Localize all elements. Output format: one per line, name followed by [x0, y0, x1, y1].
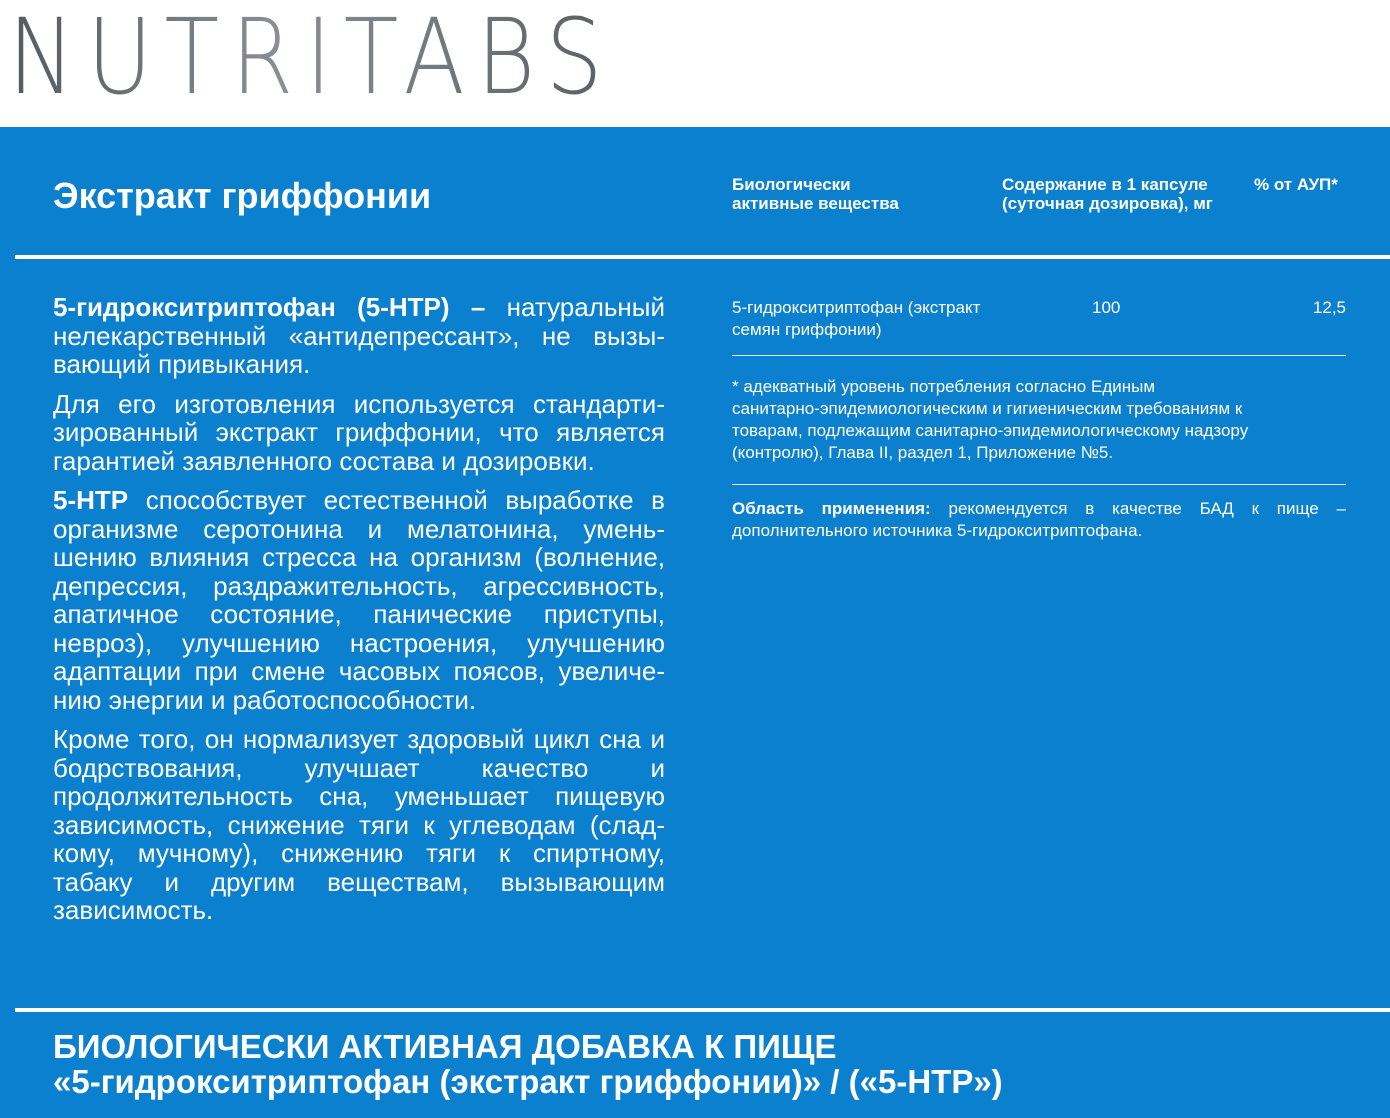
footnote-line-1: * адекватный уровень потребления согласно Единым [732, 377, 1156, 396]
table-cell-content: 100 [1092, 298, 1121, 317]
table-cell-percent: 12,5 [1312, 298, 1346, 317]
table-cell-substance-line1: 5-гидрокситриптофан (экстракт [732, 298, 981, 317]
table-cell-substance-line2: семян гриффонии) [732, 320, 882, 339]
usage-note [732, 498, 1346, 542]
description-paragraph-1 [53, 293, 665, 379]
footer-line-1: БИОЛОГИЧЕСКИ АКТИВНАЯ ДОБАВКА К ПИЩЕ [53, 1028, 837, 1065]
description-paragraph-3 [53, 486, 665, 714]
table-header-substances-line1: Биологически [732, 175, 851, 194]
usage-label: Область применения: [732, 499, 931, 518]
description-paragraph-2: Для его изготовления используется стандартизированный экстракт гриффонии, что является гарантией заявленного состава и дозировки. [53, 388, 665, 476]
footer-title [53, 1029, 1003, 1099]
header-divider [15, 255, 1390, 259]
footnote-line-3: товарам, подлежащим санитарно-эпидемиологическому надзору [732, 421, 1249, 440]
table-header-content [1002, 175, 1213, 213]
footer-divider [15, 1008, 1390, 1012]
label-panel [0, 127, 1390, 1118]
brand-logo: NUTRITABS [8, 0, 615, 118]
table-header-percent: % от АУП* [1254, 175, 1338, 194]
description-paragraph-4: Кроме того, он нормализует здоровый цикл сна и бодрствования, улучшает качество и продолжительность сна, уменьшает пищевую зависимость, снижение тяги к углеводам (сладкому, мучному), снижению тяги к спиртному, табаку и другим веществам, вызывающим зависимость. [53, 724, 665, 925]
product-title: Экстракт гриффонии [53, 175, 432, 216]
table-row-substance [732, 297, 1032, 341]
header [0, 0, 1390, 127]
table-header-substances-line2: активные вещества [732, 194, 899, 213]
footnote-line-4: (контролю), Глава II, раздел 1, Приложение №5. [732, 443, 1114, 462]
footnote-line-2: санитарно-эпидемиологическим и гигиеническим требованиям к [732, 399, 1243, 418]
footer-line-2: «5-гидрокситриптофан (экстракт гриффонии)» / («5-HTP») [53, 1063, 1003, 1100]
description-p3-text: способствует естественной выработке в организме серотонина и мелатонина, уменьшению влияния стресса на организм (волнение, депрессия, раздражительность, агрессивность, апатичное состояние, панические приступы, невроз), улучшению настроения, улучшению адаптации при смене часовых поясов, увеличению энергии и работоспособности. [53, 485, 665, 715]
description-p1-bold: 5-гидрокситриптофан (5-HTP) – [53, 292, 486, 322]
footnote-divider [732, 484, 1346, 485]
description [53, 293, 665, 936]
usage-text: рекомендуется в качестве БАД к пище – дополнительного источника 5-гидрокситриптофана. [732, 499, 1346, 540]
table-divider [732, 355, 1346, 356]
footnote [732, 376, 1332, 464]
description-p1-text: натуральный нелекарственный «антидепрессант», не вызывающий привыкания. [53, 292, 665, 379]
description-p3-bold: 5-HTP [53, 485, 129, 515]
table-header-content-line2: (суточная дозировка), мг [1002, 194, 1213, 213]
table-header-content-line1: Содержание в 1 капсуле [1002, 175, 1208, 194]
table-header-substances [732, 175, 899, 213]
